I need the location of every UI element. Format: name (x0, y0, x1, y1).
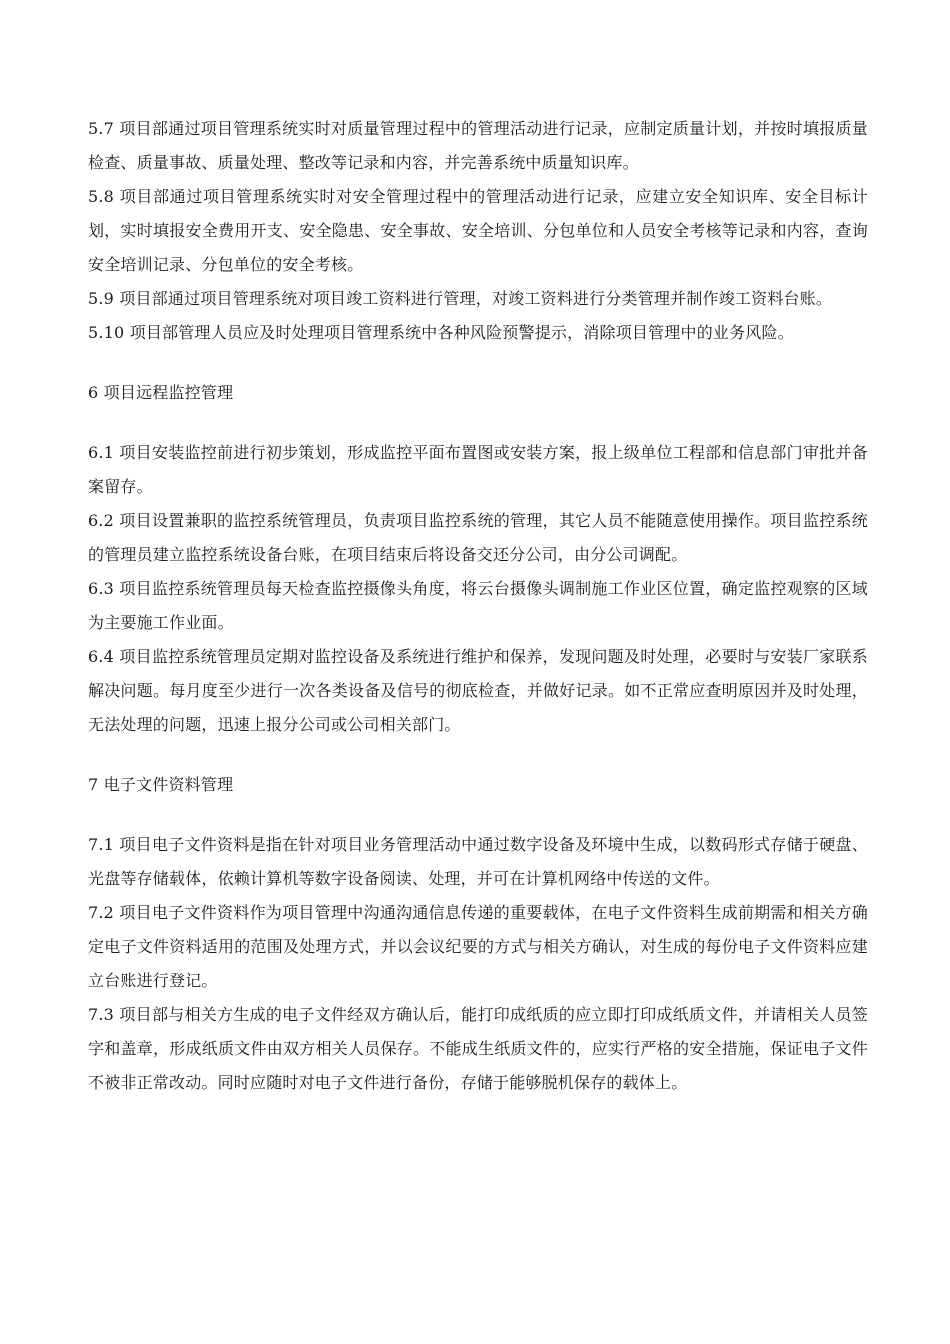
paragraph-6-2: 6.2 项目设置兼职的监控系统管理员，负责项目监控系统的管理，其它人员不能随意使用操作。项目监控系统的管理员建立监控系统设备台账，在项目结束后将设备交还分公司，由分公司调配。 (88, 511, 868, 564)
paragraph-7-2: 7.2 项目电子文件资料作为项目管理中沟通沟通信息传递的重要载体，在电子文件资料生成前期需和相关方确定电子文件资料适用的范围及处理方式，并以会议纪要的方式与相关方确认，对生成的每份电子文件资料应建立台账进行登记。 (88, 903, 868, 990)
section-gap (88, 350, 868, 376)
paragraph-5-8: 5.8 项目部通过项目管理系统实时对安全管理过程中的管理活动进行记录，应建立安全知识库、安全目标计划，实时填报安全费用开支、安全隐患、安全事故、安全培训、分包单位和人员安全考核等记录和内容，查询安全培训记录、分包单位的安全考核。 (88, 187, 868, 274)
paragraph-6-3: 6.3 项目监控系统管理员每天检查监控摄像头角度，将云台摄像头调制施工作业区位置，确定监控观察的区域为主要施工作业面。 (88, 579, 868, 632)
paragraph-6-4: 6.4 项目监控系统管理员定期对监控设备及系统进行维护和保养，发现问题及时处理，必要时与安装厂家联系解决问题。每月度至少进行一次各类设备及信号的彻底检查，并做好记录。如不正常应查明原因并及时处理，无法处理的问题，迅速上报分公司或公司相关部门。 (88, 647, 868, 734)
paragraph-5-7: 5.7 项目部通过项目管理系统实时对质量管理过程中的管理活动进行记录，应制定质量计划，并按时填报质量检查、质量事故、质量处理、整改等记录和内容，并完善系统中质量知识库。 (88, 119, 868, 172)
paragraph-5-10: 5.10 项目部管理人员应及时处理项目管理系统中各种风险预警提示，消除项目管理中的业务风险。 (88, 323, 794, 342)
paragraph-6-1: 6.1 项目安装监控前进行初步策划，形成监控平面布置图或安装方案，报上级单位工程部和信息部门审批并备案留存。 (88, 443, 868, 496)
paragraph-7-3: 7.3 项目部与相关方生成的电子文件经双方确认后，能打印成纸质的应立即打印成纸质文件，并请相关人员签字和盖章，形成纸质文件由双方相关人员保存。不能成生纸质文件的，应实行严格的安全措施，保证电子文件不被非正常改动。同时应随时对电子文件进行备份，存储于能够脱机保存的载体上。 (88, 1005, 868, 1092)
section-6-heading: 6 项目远程监控管理 (88, 383, 234, 402)
section-gap (88, 802, 868, 828)
section-gap (88, 742, 868, 768)
section-7-heading: 7 电子文件资料管理 (88, 775, 234, 794)
paragraph-7-1: 7.1 项目电子文件资料是指在针对项目业务管理活动中通过数字设备及环境中生成，以数码形式存储于硬盘、光盘等存储载体，依赖计算机等数字设备阅读、处理，并可在计算机网络中传送的文件。 (88, 835, 868, 888)
section-gap (88, 410, 868, 436)
document-page (88, 112, 868, 1100)
paragraph-5-9: 5.9 项目部通过项目管理系统对项目竣工资料进行管理，对竣工资料进行分类管理并制作竣工资料台账。 (88, 289, 833, 308)
